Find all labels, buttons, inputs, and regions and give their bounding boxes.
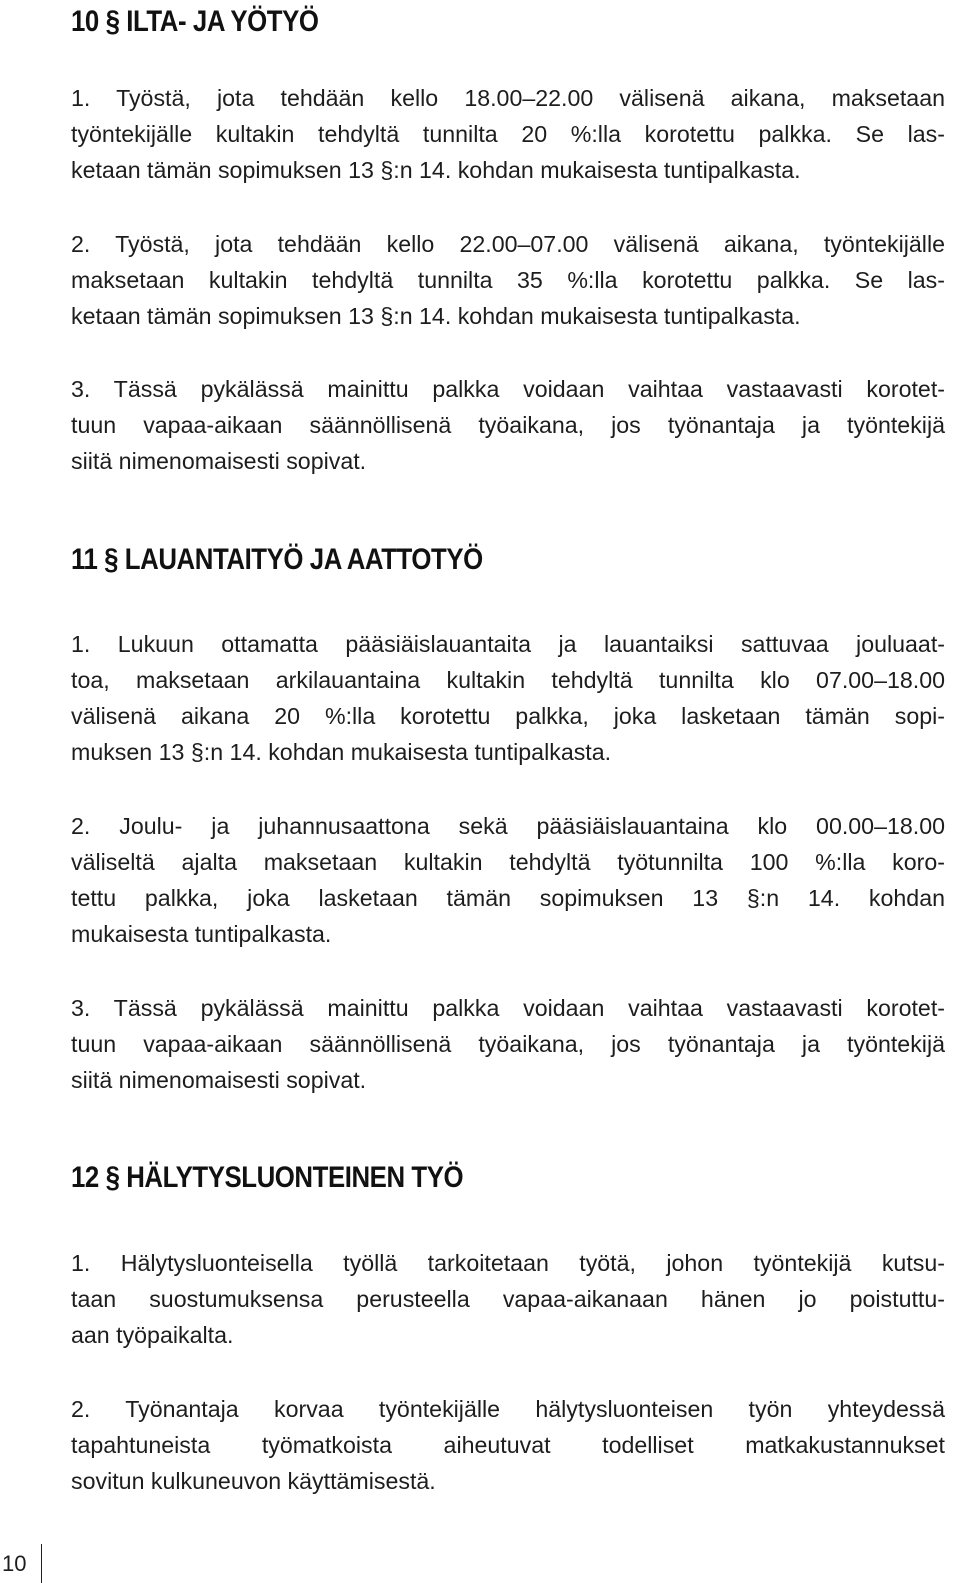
paragraph-line: välisenä aikana 20 %:lla korotettu palkka, joka lasketaan tämän sopi- [71,703,945,729]
paragraph-line: 2. Työnantaja korvaa työntekijälle hälytysluonteisen työn yhteydessä [71,1396,945,1422]
paragraph-line: 3. Tässä pykälässä mainittu palkka voidaan vaihtaa vastaavasti korotet- [71,995,945,1021]
paragraph-11-2 [71,808,945,952]
paragraph-line: väliseltä ajalta maksetaan kultakin tehdyltä työtunnilta 100 %:lla koro- [71,849,945,875]
paragraph-line: tuun vapaa-aikaan säännöllisenä työaikana, jos työnantaja ja työntekijä [71,412,945,438]
paragraph-line: 1. Lukuun ottamatta pääsiäislauantaita ja lauantaiksi sattuvaa jouluaat- [71,631,945,657]
paragraph-line: 2. Työstä, jota tehdään kello 22.00–07.00 välisenä aikana, työntekijälle [71,231,945,257]
paragraph-12-1 [71,1245,945,1353]
paragraph-line: aan työpaikalta. [71,1322,234,1348]
section-title-12: 12 § HÄLYTYSLUONTEINEN TYÖ [71,1161,464,1194]
paragraph-line: 3. Tässä pykälässä mainittu palkka voidaan vaihtaa vastaavasti korotet- [71,376,945,402]
paragraph-11-3 [71,990,945,1098]
page-number: 10 [0,1544,42,1583]
paragraph-line: siitä nimenomaisesti sopivat. [71,1067,367,1093]
paragraph-line: 1. Hälytysluonteisella työllä tarkoitetaan työtä, johon työntekijä kutsu- [71,1250,945,1276]
paragraph-11-1 [71,626,945,770]
paragraph-line: 1. Työstä, jota tehdään kello 18.00–22.00 välisenä aikana, maksetaan [71,85,945,111]
paragraph-line: tettu palkka, joka lasketaan tämän sopimuksen 13 §:n 14. kohdan [71,885,945,911]
paragraph-10-3 [71,371,945,479]
paragraph-12-2 [71,1391,945,1499]
paragraph-line: maksetaan kultakin tehdyltä tunnilta 35 %:lla korotettu palkka. Se las- [71,267,945,293]
paragraph-line: ketaan tämän sopimuksen 13 §:n 14. kohdan mukaisesta tuntipalkasta. [71,303,801,329]
paragraph-line: työntekijälle kultakin tehdyltä tunnilta 20 %:lla korotettu palkka. Se las- [71,121,945,147]
paragraph-line: sovitun kulkuneuvon käyttämisestä. [71,1468,436,1494]
paragraph-line: tuun vapaa-aikaan säännöllisenä työaikana, jos työnantaja ja työntekijä [71,1031,945,1057]
paragraph-line: 2. Joulu- ja juhannusaattona sekä pääsiäislauantaina klo 00.00–18.00 [71,813,945,839]
paragraph-line: taan suostumuksensa perusteella vapaa-aikanaan hänen jo poistuttu- [71,1286,945,1312]
paragraph-line: mukaisesta tuntipalkasta. [71,921,332,947]
paragraph-10-1 [71,80,945,188]
section-title-11: 11 § LAUANTAITYÖ JA AATTOTYÖ [71,543,483,576]
paragraph-line: tapahtuneista työmatkoista aiheutuvat todelliset matkakustannukset [71,1432,945,1458]
paragraph-10-2 [71,226,945,334]
section-title-10: 10 § ILTA- JA YÖTYÖ [71,5,319,38]
paragraph-line: toa, maksetaan arkilauantaina kultakin tehdyltä tunnilta klo 07.00–18.00 [71,667,945,693]
paragraph-line: siitä nimenomaisesti sopivat. [71,448,367,474]
paragraph-line: ketaan tämän sopimuksen 13 §:n 14. kohdan mukaisesta tuntipalkasta. [71,157,801,183]
paragraph-line: muksen 13 §:n 14. kohdan mukaisesta tuntipalkasta. [71,739,612,765]
